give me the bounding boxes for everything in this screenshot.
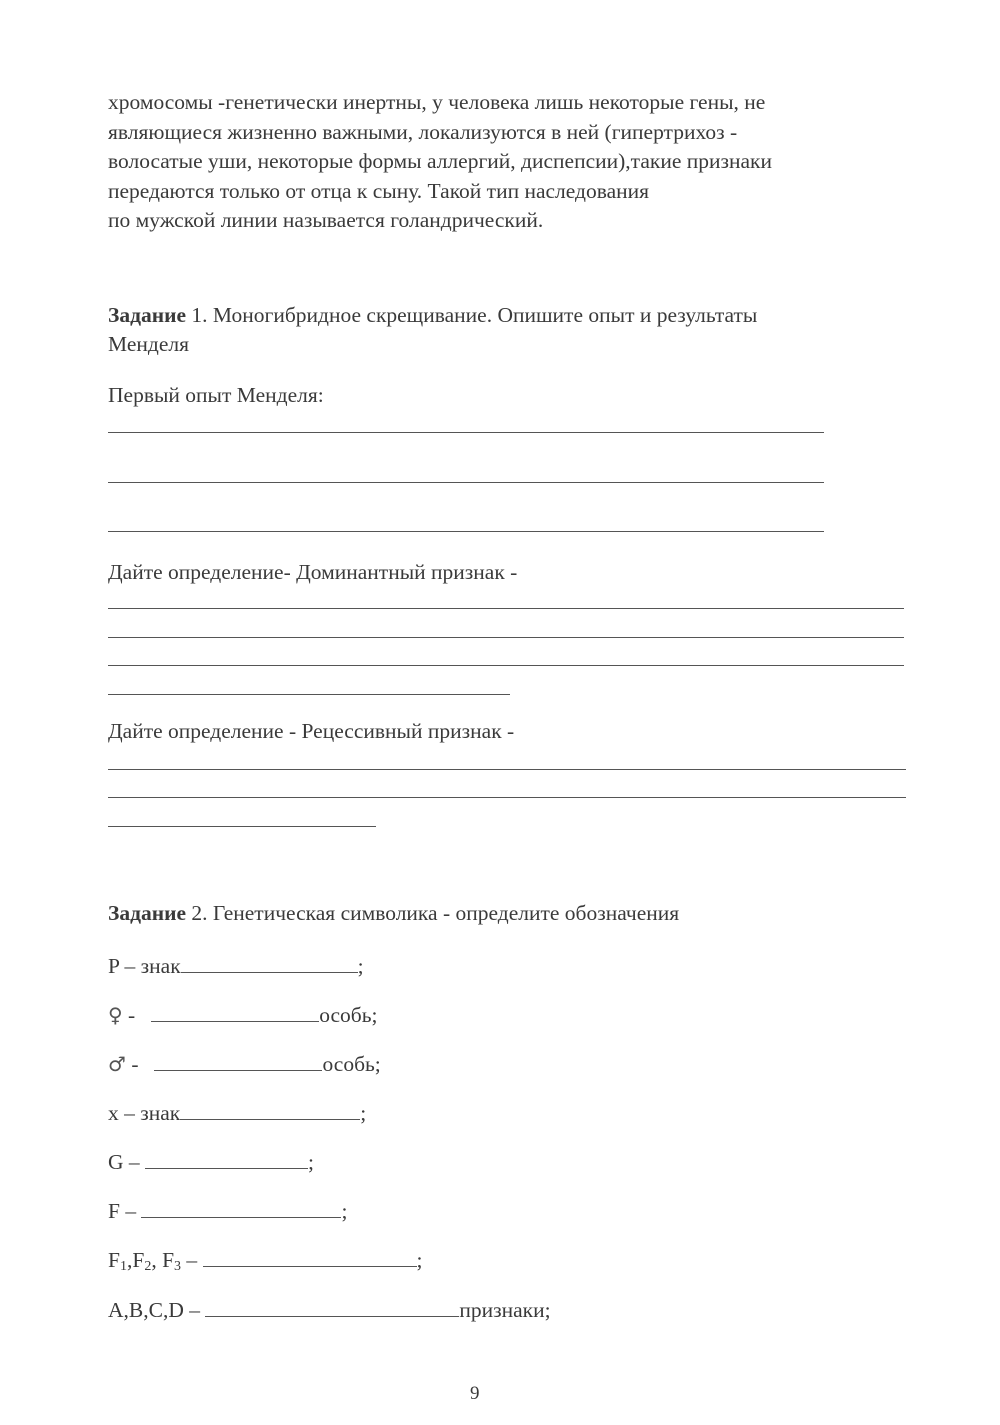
task2-heading [108, 901, 679, 926]
answer-line-experiment-1[interactable] [108, 432, 824, 433]
symbol-row-p: P – знак ; [108, 954, 364, 978]
fn-answer-field[interactable] [203, 1246, 417, 1267]
intro-line: являющиеся жизненно важными, локализуются в ней (гипертрихоз - [108, 119, 738, 144]
experiment-label: Первый опыт Менделя: [108, 383, 324, 407]
intro-line: по мужской линии называется голандрический. [108, 208, 544, 232]
page-number: 9 [470, 1383, 480, 1404]
task2-number: 2. [191, 901, 208, 925]
answer-line-experiment-3[interactable] [108, 531, 824, 532]
recessive-label: Дайте определение - Рецессивный признак - [108, 719, 515, 743]
task1-label: Задание [108, 303, 187, 327]
symbol-row-abcd: A,B,C,D – признаки; [108, 1298, 551, 1322]
symbol-row-f: F – ; [108, 1199, 348, 1223]
intro-line: передаются только от отца к сыну. Такой тип наследования [108, 178, 650, 203]
intro-line: волосатые уши, некоторые формы аллергий, диспепсии),такие признаки [108, 149, 772, 173]
answer-line-dominant-1[interactable] [108, 608, 904, 609]
answer-line-recessive-2[interactable] [108, 797, 906, 798]
g-answer-field[interactable] [145, 1148, 308, 1169]
symbol-row-male: ♂ - особь; [108, 1052, 381, 1076]
task1-title: Моногибридное скрещивание. Опишите опыт и результаты [212, 303, 758, 327]
female-answer-field[interactable] [151, 1001, 319, 1022]
answer-line-dominant-3[interactable] [108, 665, 904, 666]
female-icon: ♀ [108, 1003, 123, 1027]
task1-heading [108, 303, 757, 328]
task2-label: Задание [108, 901, 187, 925]
symbol-row-female: ♀ - особь; [108, 1003, 378, 1027]
male-icon: ♂ [108, 1052, 126, 1076]
answer-line-experiment-2[interactable] [108, 482, 824, 483]
answer-line-dominant-4[interactable] [108, 694, 510, 695]
p-answer-field[interactable] [181, 952, 358, 973]
answer-line-recessive-3[interactable] [108, 826, 376, 827]
task1-number: 1. [191, 303, 208, 327]
symbol-row-fn: $F_1,F_2$, $F_3$ – ; [108, 1248, 423, 1274]
symbol-row-x: х – знак ; [108, 1101, 367, 1125]
x-answer-field[interactable] [180, 1099, 360, 1120]
f-answer-field[interactable] [141, 1197, 341, 1218]
abcd-answer-field[interactable] [205, 1296, 459, 1317]
intro-paragraph [108, 88, 772, 236]
answer-line-dominant-2[interactable] [108, 637, 904, 638]
intro-line: хромосомы -генетически инертны, у человека лишь некоторые гены, не [108, 90, 766, 114]
task2-title: Генетическая символика - определите обозначения [212, 901, 680, 925]
male-answer-field[interactable] [154, 1050, 322, 1071]
task1-title-cont: Менделя [108, 332, 189, 356]
dominant-label: Дайте определение- Доминантный признак - [108, 560, 518, 584]
symbol-row-g: G – ; [108, 1150, 315, 1174]
answer-line-recessive-1[interactable] [108, 769, 906, 770]
